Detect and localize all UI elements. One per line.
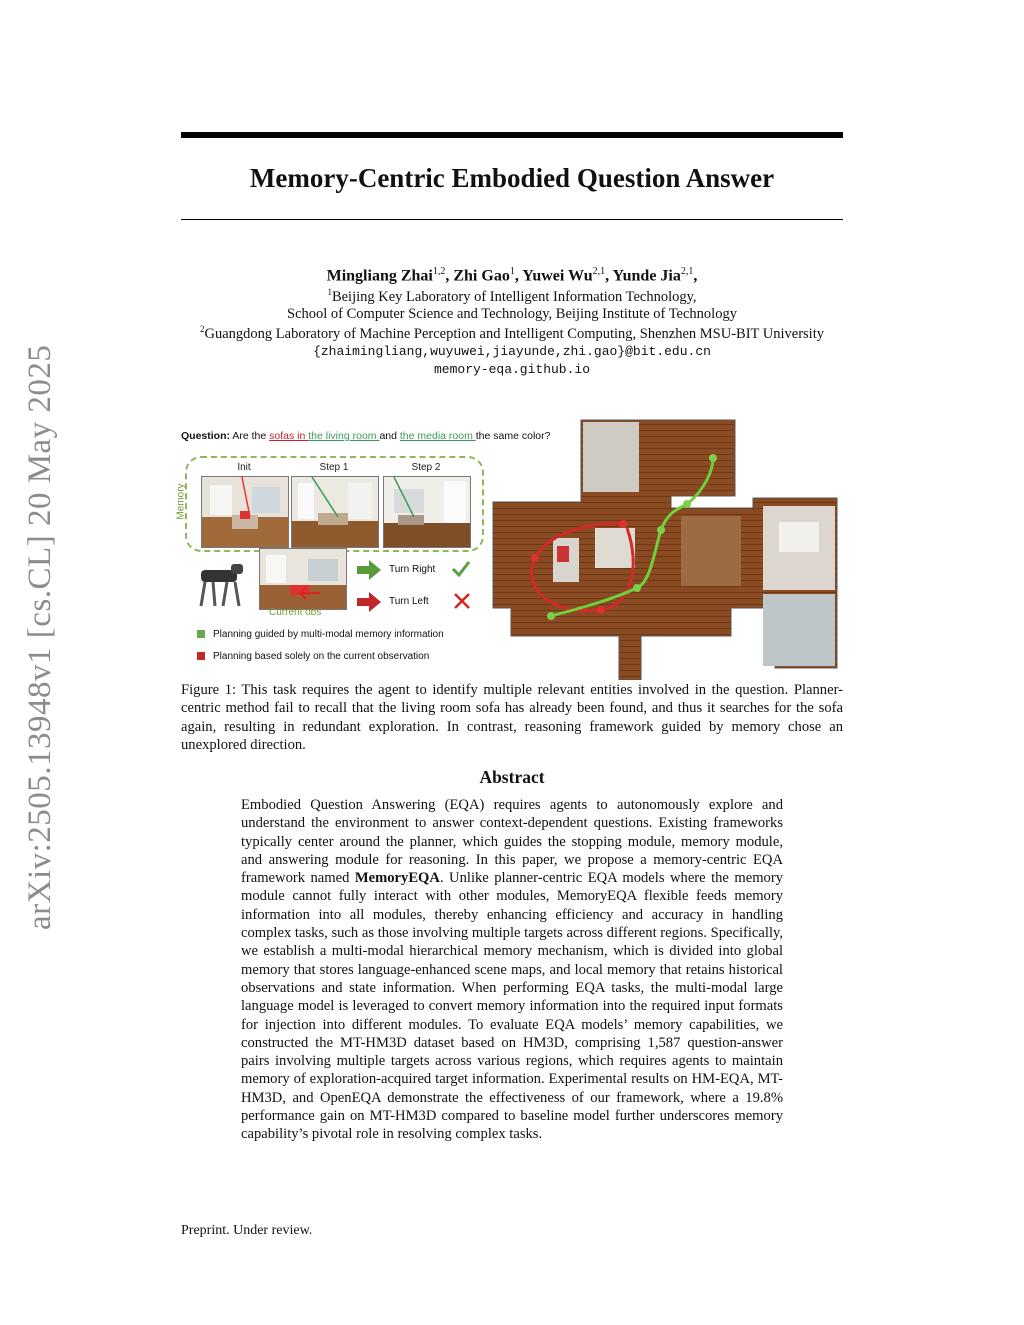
turn-right-arrow-icon [357,560,381,585]
figure-1 [175,418,843,680]
arxiv-stamp: arXiv:2505.13948v1 [cs.CL] 20 May 2025 [22,344,58,930]
memory-label: Memory [175,483,187,520]
author-emails: {zhaimingliang,wuyuwei,jiayunde,zhi.gao}@bit.edu.cn [313,344,711,359]
current-obs-label: Current obs [269,607,322,618]
turn-left-label: Turn Left [389,596,429,607]
frame-label-init: Init [237,462,251,473]
affiliation-1-line2: School of Computer Science and Technology, Beijing Institute of Technology [287,306,737,322]
paper-title: Memory-Centric Embodied Question Answer [249,163,775,193]
affiliation-2: $^2$Guangdong Laboratory of Machine Perception and Intelligent Computing, Shenzhen MSU-BIT University [200,324,824,342]
footer-note: Preprint. Under review. [181,1223,313,1238]
memory-frame-init [201,476,289,548]
legend-green-swatch [197,630,205,638]
figure-caption: Figure 1: This task requires the agent to identify multiple relevant entities involved in the question. Planner-centric method fail to recall that the living room sofa has already been found, and thus it searches for the sofa again, resulting in redundant exploration. In contrast, reasoning framework guided by memory chose an unexplored direction. [181,682,843,753]
author-list: Mingliang Zhai$^{1,2}$, Zhi Gao$^1$, Yuwei Wu$^{2,1}$, Yunde Jia$^{2,1}$, [326,266,698,285]
turn-left-arrow-icon [357,592,381,617]
legend-red: Planning based solely on the current observation [197,651,429,662]
project-website[interactable]: memory-eqa.github.io [433,362,591,377]
memory-frame-step2 [383,476,471,548]
author-name: Yuwei Wu [522,267,593,285]
cross-icon [453,592,471,615]
check-icon [451,560,471,583]
floor-plan-map [491,418,843,680]
abstract-body: Embodied Question Answering (EQA) requires agents to autonomously explore and understand the environment to answer context-dependent questions. Existing frameworks typically center around the planner, which guides the stopping module, memory module, and answering module for reasoning. In this paper, we propose a memory-centric EQA framework named MemoryEQA. Unlike planner-centric EQA models where the memory module cannot fully interact with other modules, MemoryEQA flexible feeds memory information into all modules, thereby enhancing efficiency and accuracy in handling complex tasks, such as those involving multiple targets across different regions. Specifically, we establish a multi-modal hierarchical memory mechanism, which is divided into global memory that stores language-enhanced scene maps, and local memory that retains historical observations and state information. When performing EQA tasks, the multi-modal large language model is leveraged to convert memory information into the required input formats for injection into different modules. To evaluate EQA models’ memory capabilities, we constructed the MT-HM3D dataset based on HM3D, comprising 1,587 question-answer pairs involving multiple targets across various regions, which requires agents to maintain memory of exploration-acquired target information. Experimental results on HM-EQA, MT-HM3D, and OpenEQA demonstrate the effectiveness of our framework, where a 19.8% performance gain on MT-HM3D compared to baseline model further underscores memory capability’s pivotal role in resolving complex tasks. [241,797,784,1143]
current-observation-image [259,548,347,610]
title-rule-bottom [181,219,843,220]
abstract-heading: Abstract [479,767,545,787]
memory-frame-step1 [291,476,379,548]
author-name: Yunde Jia [612,267,681,285]
author-name: Zhi Gao [453,267,510,285]
frame-label-step2: Step 2 [411,462,441,473]
turn-right-label: Turn Right [389,564,436,575]
frame-label-step1: Step 1 [319,462,349,473]
title-rule-top [181,132,843,138]
author-name: Mingliang Zhai [326,267,433,285]
legend-red-swatch [197,652,205,660]
robot-dog-icon [191,558,247,612]
affiliation-1-line1: $^1$Beijing Key Laboratory of Intelligent Information Technology, [327,287,697,305]
legend-green: Planning guided by multi-modal memory information [197,629,444,640]
figure-question: Question: Are the sofas in the living room and the media room the same color? [181,430,551,442]
